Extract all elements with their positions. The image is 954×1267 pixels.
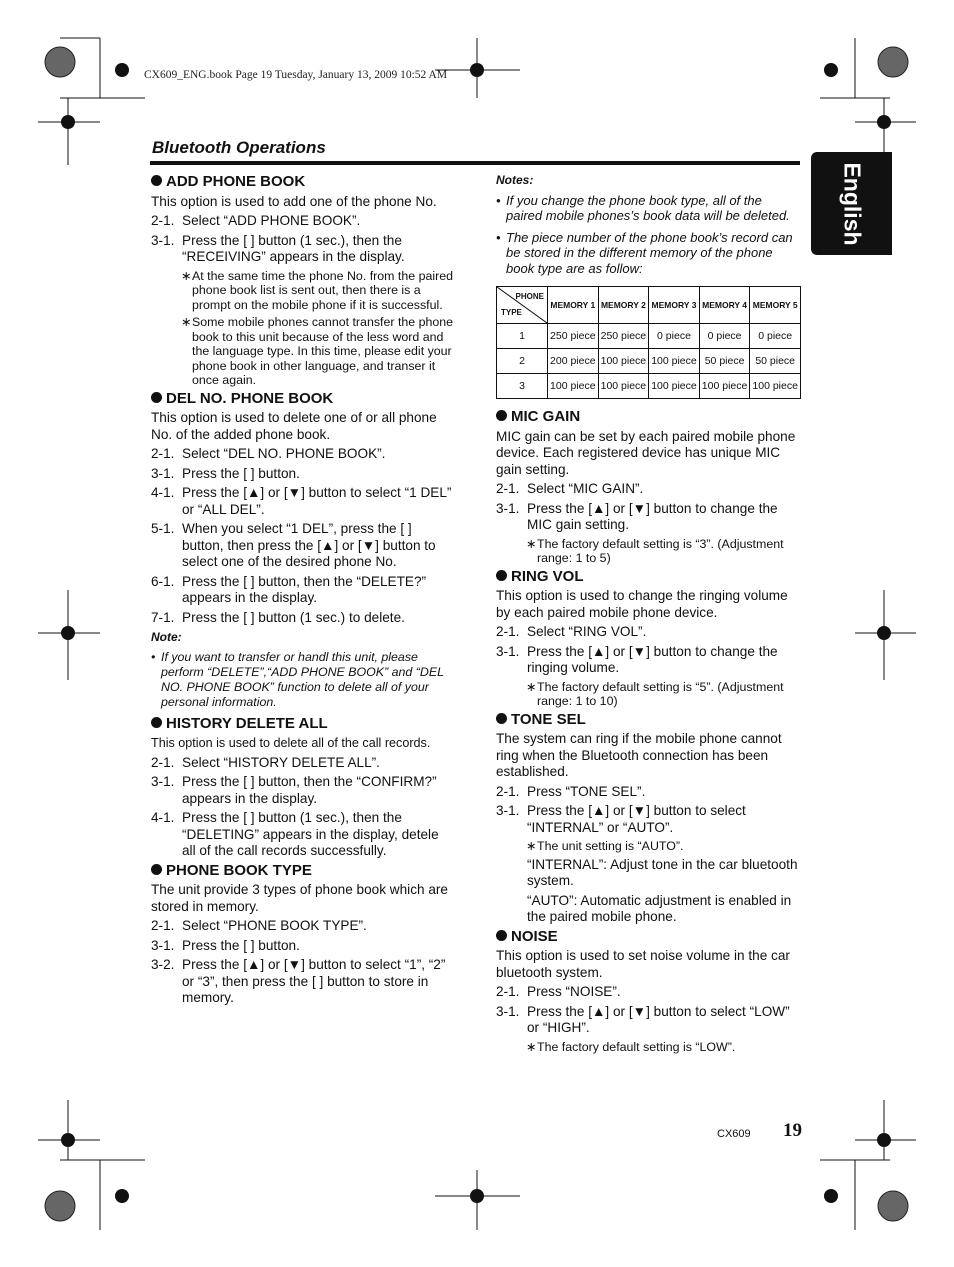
bullet-icon [496,713,507,724]
del-intro: This option is used to delete one of or all phone No. of the added phone book. [151,410,437,442]
step: 3-1. Press the [ ] button (1 sec.), then the “RECEIVING” appears in the display. [151,232,405,264]
section-title: Bluetooth Operations [152,138,326,157]
mic-intro: MIC gain can be set by each paired mobile phone device. Each registered device has unique MIC gain setting. [496,428,796,477]
header-rule [150,161,800,165]
del-phone-book-heading: DEL NO. PHONE BOOK [151,391,456,408]
bullet-icon [151,864,162,875]
step: 4-1. Press the [▲] or [▼] button to select “1 DEL” or “ALL DEL”. [151,485,452,517]
step: 3-2. Press the [▲] or [▼] button to select “1”, “2” or “3”, then press the [ ] button to store in memory. [151,957,446,1005]
file-header: CX609_ENG.book Page 19 Tuesday, January 13, 2009 10:52 AM [144,69,448,81]
language-tab-label: English [839,161,865,246]
table-row: 2 200 piece 100 piece 100 piece 50 piece 50 piece [497,349,801,374]
note-heading: Note: [151,630,182,644]
step: 3-1. Press the [▲] or [▼] button to select “INTERNAL” or “AUTO”. [496,803,746,835]
step: 3-1. Press the [▲] or [▼] button to change the MIC gain setting. [496,500,778,532]
table-header: MEMORY 2 [598,287,649,324]
step: 6-1. Press the [ ] button, then the “DELETE?” appears in the display. [151,573,427,605]
step: 3-1. Press the [▲] or [▼] button to change the ringing volume. [496,643,778,675]
add-intro: This option is used to add one of the phone No. [151,193,437,209]
table-row: 1 250 piece 250 piece 0 piece 0 piece 0 piece [497,324,801,349]
tone-internal-desc: “INTERNAL”: Adjust tone in the car bluetooth system. [527,856,798,888]
note: • If you want to transfer or handl this unit, please perform “DELETE”,“ADD PHONE BOOK” and “DEL NO. PHONE BOOK” function to delete all of your personal information. [151,649,444,709]
footer-model: CX609 [717,1128,751,1140]
step: 2-1. Select “ADD PHONE BOOK”. [151,213,361,228]
noise-heading: NOISE [496,929,801,946]
note: • If you change the phone book type, all of the paired mobile phones’s book data will be deleted. [496,192,790,223]
ring-intro: This option is used to change the ringing volume by each paired mobile phone device. [496,588,788,620]
step: 3-1. Press the [ ] button, then the “CONFIRM?” appears in the display. [151,774,437,806]
table-header: MEMORY 1 [548,287,599,324]
noise-intro: This option is used to set noise volume in the car bluetooth system. [496,948,790,980]
step: 3-1. Press the [ ] button. [151,465,300,481]
page-number: 19 [783,1120,802,1141]
note: • The piece number of the phone book’s record can be stored in the different memory of the phone book type are as follow: [496,229,793,276]
history-intro: This option is used to delete all of the call records. [151,736,431,750]
tone-intro: The system can ring if the mobile phone cannot ring when the Bluetooth connection has been established. [496,731,782,779]
step: 5-1. When you select “1 DEL”, press the [ ] button, then press the [▲] or [▼] button to select one of the desired phone No. [151,521,436,569]
table-header: MEMORY 3 [649,287,700,324]
step: 2-1. Select “DEL NO. PHONE BOOK”. [151,446,386,461]
step: 2-1. Select “RING VOL”. [496,624,647,639]
step: 2-1. Select “PHONE BOOK TYPE”. [151,918,367,933]
language-tab [811,152,892,255]
table-header: MEMORY 4 [699,287,750,324]
footnote: ∗ The factory default setting is “5”. (Adjustment range: 1 to 10) [526,679,784,708]
bullet-icon [496,930,507,941]
step: 3-1. Press the [ ] button. [151,937,300,953]
step: 2-1. Press “TONE SEL”. [496,783,646,799]
table-row: 3 100 piece 100 piece 100 piece 100 piece 100 piece [497,374,801,399]
type-intro: The unit provide 3 types of phone book which are stored in memory. [151,882,448,914]
table-header-row [497,287,801,324]
ring-vol-heading: RING VOL [496,569,801,586]
table-corner-cell: PHONE TYPE [497,287,548,324]
bullet-icon [151,175,162,186]
footnote: ∗ The factory default setting is “LOW”. [526,1039,736,1054]
bullet-icon [151,717,162,728]
phone-book-type-heading: PHONE BOOK TYPE [151,863,456,880]
footnote: ∗ At the same time the phone No. from the paired phone book list is sent out, then there is a prompt on the mobile phone if it is successful. [181,268,454,312]
footnote: ∗ Some mobile phones cannot transfer the phone book to this unit because of the less word and the language type. In this time, please edit your phone book in other language, and transer it once again. [181,315,454,387]
right-column [496,172,801,1057]
history-delete-heading: HISTORY DELETE ALL [151,716,456,733]
tone-auto-desc: “AUTO”: Automatic adjustment is enabled in the paired mobile phone. [527,892,792,924]
tone-sel-heading: TONE SEL [496,712,801,729]
bullet-icon [496,410,507,421]
add-phone-book-heading: ADD PHONE BOOK [151,174,456,191]
footnote: ∗ The factory default setting is “3”. (Adjustment range: 1 to 5) [526,536,784,565]
footnote: ∗ The unit setting is “AUTO”. [526,839,684,853]
table-header: MEMORY 5 [750,287,801,324]
bullet-icon [496,570,507,581]
step: 2-1. Press “NOISE”. [496,984,621,999]
step: 2-1. Select “MIC GAIN”. [496,481,644,496]
bullet-icon [151,392,162,403]
step: 2-1. Select “HISTORY DELETE ALL”. [151,754,380,770]
step: 4-1. Press the [ ] button (1 sec.), then the “DELETING” appears in the display, detele all of the call records successfully. [151,810,439,858]
step: 7-1. Press the [ ] button (1 sec.) to delete. [151,609,405,625]
step: 3-1. Press the [▲] or [▼] button to select “LOW” or “HIGH”. [496,1003,790,1035]
phone-book-type-table [496,286,801,399]
notes-heading: Notes: [496,173,534,187]
left-column [151,172,456,1010]
mic-gain-heading: MIC GAIN [496,409,801,426]
